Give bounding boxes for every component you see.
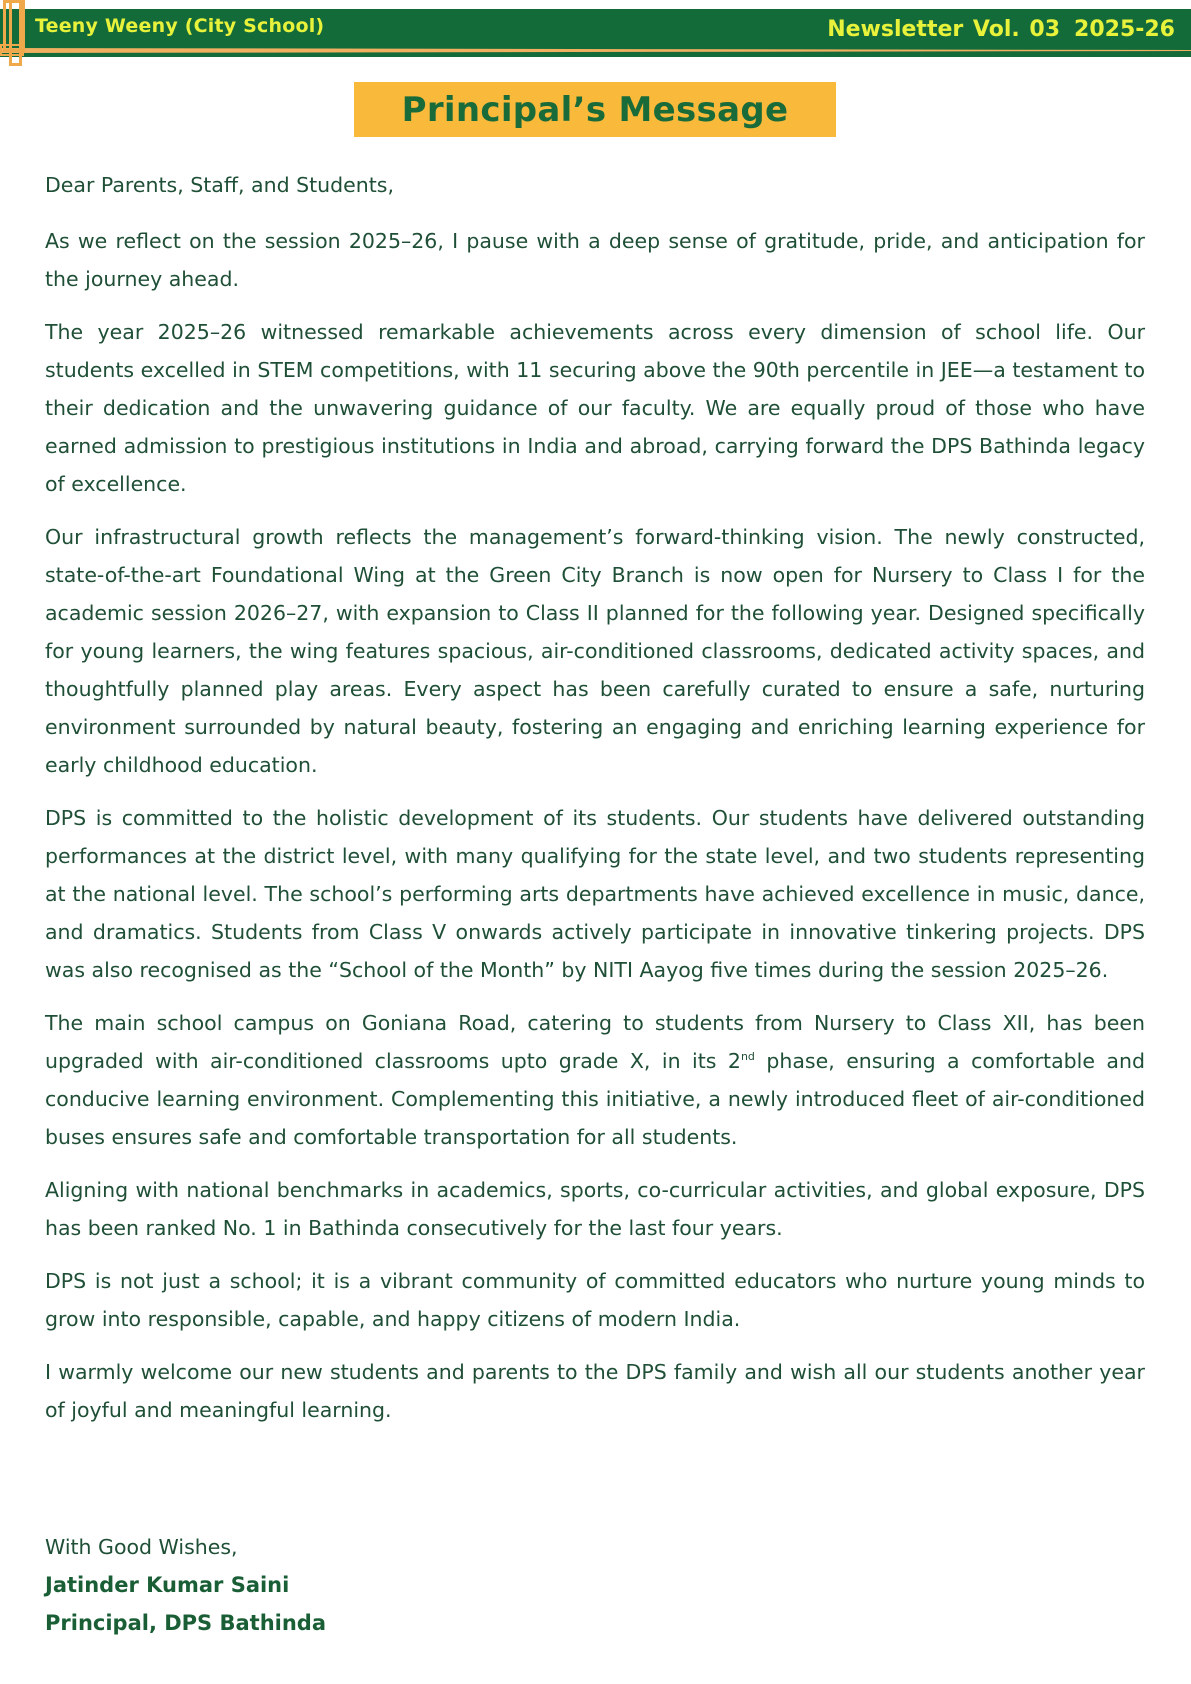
signatory-designation: Principal, DPS Bathinda — [45, 1611, 327, 1635]
newsletter-volume: Newsletter Vol. 03 — [827, 17, 1061, 42]
newsletter-session: 2025-26 — [1074, 17, 1175, 42]
message-body — [45, 166, 1145, 1444]
paragraph-campus — [45, 1004, 1145, 1156]
signature-block — [45, 1528, 326, 1642]
paragraph: The year 2025–26 witnessed remarkable achievements across every dimension of school life. Our students excelled in STEM competitions, with 11 securing above the 90th percentile in JEE—a testament to their dedication and the unwavering guidance of our faculty. We are equally proud of those who have earned admission to prestigious institutions in India and abroad, carrying forward the DPS Bathinda legacy of excellence. — [45, 320, 1145, 496]
signatory-name: Jatinder Kumar Saini — [45, 1573, 290, 1597]
campus-text-part: phase, ensuring a comfortable and conducive learning environment. Complementing this initiative, a newly introduced fleet of air-conditioned buses ensures safe and comfortable transportation for all students. — [45, 1049, 1145, 1149]
greeting: Dear Parents, Staff, and Students, — [45, 173, 394, 197]
ordinal-suffix: nd — [740, 1050, 755, 1064]
campus-text-part: The main school campus on Goniana Road, catering to students from Nursery to Class XII, has been upgraded with air-conditioned classrooms upto grade X, in its 2 — [45, 1011, 1145, 1073]
header-swoosh-decoration — [0, 45, 1191, 53]
paragraph: As we reflect on the session 2025–26, I pause with a deep sense of gratitude, pride, and anticipation for the journey ahead. — [45, 229, 1145, 291]
paragraph: Our infrastructural growth reflects the management’s forward-thinking vision. The newly constructed, state-of-the-art Foundational Wing at the Green City Branch is now open for Nursery to Class I for the academic session 2026–27, with expansion to Class II planned for the following year. Designed specifically for young learners, the wing features spacious, air-conditioned classrooms, dedicated activity spaces, and thoughtfully planned play areas. Every aspect has been carefully curated to ensure a safe, nurturing environment surrounded by natural beauty, fostering an engaging and enriching learning experience for early childhood education. — [45, 525, 1145, 777]
school-name: Teeny Weeny (City School) — [35, 15, 325, 37]
paragraph: DPS is committed to the holistic development of its students. Our students have delivered outstanding performances at the district level, with many qualifying for the state level, and two students representing at the national level. The school’s performing arts departments have achieved excellence in music, dance, and dramatics. Students from Class V onwards actively participate in innovative tinkering projects. DPS was also recognised as the “School of the Month” by NITI Aayog five times during the session 2025–26. — [45, 806, 1145, 982]
corner-frame-decoration — [0, 44, 24, 56]
page-title-banner — [354, 82, 836, 137]
page-title: Principal’s Message — [401, 89, 789, 130]
closing-line: With Good Wishes, — [45, 1535, 238, 1559]
paragraph: DPS is not just a school; it is a vibrant community of committed educators who nurture young minds to grow into responsible, capable, and happy citizens of modern India. — [45, 1269, 1145, 1331]
corner-frame-decoration — [9, 0, 22, 66]
paragraph: I warmly welcome our new students and parents to the DPS family and wish all our students another year of joyful and meaningful learning. — [45, 1360, 1145, 1422]
newsletter-info — [827, 17, 1175, 42]
paragraph: Aligning with national benchmarks in academics, sports, co-curricular activities, and global exposure, DPS has been ranked No. 1 in Bathinda consecutively for the last four years. — [45, 1178, 1145, 1240]
